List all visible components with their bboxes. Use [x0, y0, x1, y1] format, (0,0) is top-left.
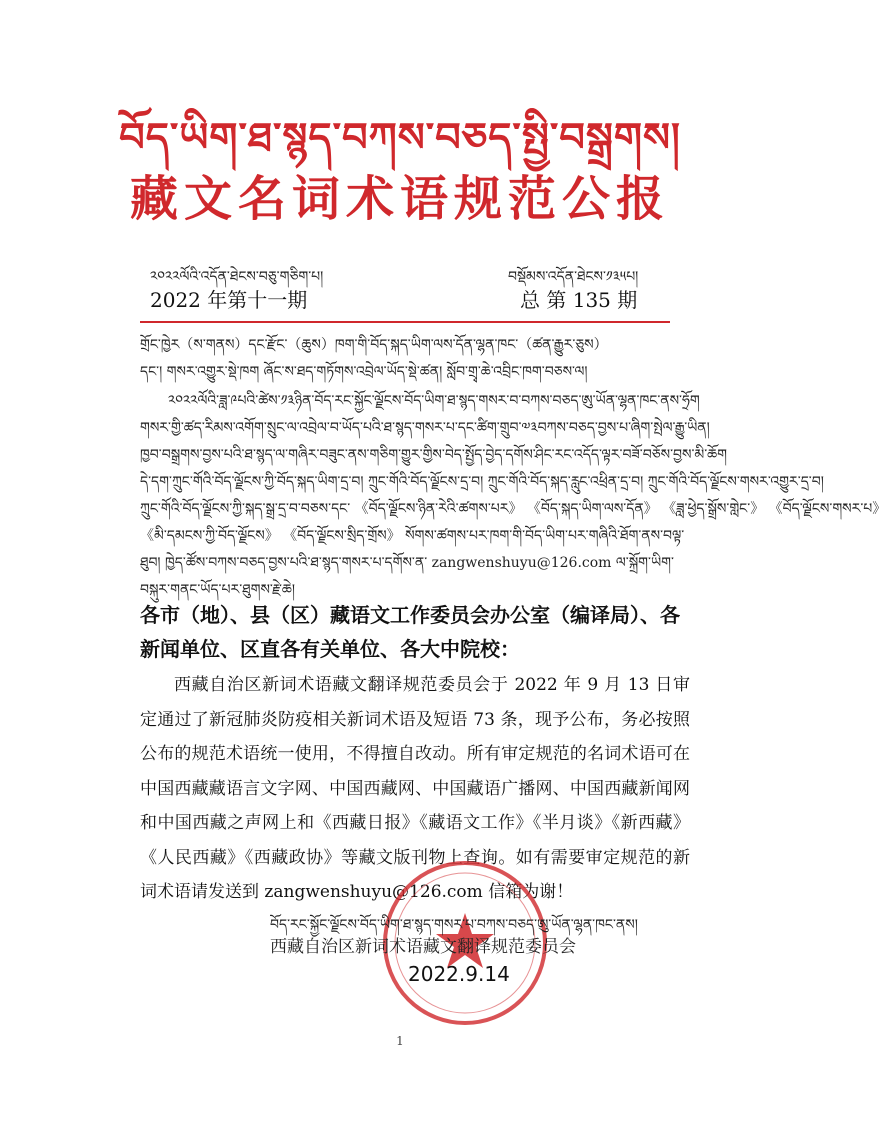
- chinese-body: 西藏自治区新词术语藏文翻译规范委员会于 2022 年 9 月 13 日审定通过了新冠肺炎防疫相关新词术语及短语 73 条，现予公布，务必按照公布的规范术语统一使用，不得擅自改动。所有审定规范的名词术语可在中国西藏藏语言文字网、中国西藏网、中国藏语广播网、中国西藏新闻网和中国西藏之声网上和《西藏日报》《藏语文工作》《半月谈》《新西藏》《人民西藏》《西藏政协》等藏文版刊物上查询。如有需要审定规范的新词术语请发送到 zangwenshuyu@126.com 信箱为谢！: [140, 675, 690, 902]
- tibetan-heading-line: དང་། གསར་འགྱུར་སྡེ་ཁག ཞོང་ས་ཐད་གཏོགས་འབྲེལ་ཡོད་སྡེ་ཚན། སློབ་གྲྭ་ཆེ་འབྲིང་ཁག་བཅས་ལ།: [140, 364, 588, 380]
- tibetan-body: [140, 388, 886, 598]
- issue-number-tibetan: ༢༠༢༢ལོའི་འདོན་ཐེངས་བཅུ་གཅིག་པ།: [150, 269, 324, 285]
- issue-number-chinese: 2022 年第十一期: [150, 288, 308, 312]
- page-number: 1: [396, 1034, 404, 1048]
- tibetan-heading-line: གྲོང་ཁྱེར（ས་གནས）དང་རྫོང་（ཆུས）ཁག་གི་བོད་སྐད་ཡིག་ལས་དོན་ལྷན་ཁང་（ཚན་རྒྱུར་ཅུས）: [140, 337, 608, 353]
- tibetan-body-line: ཁྱབ་བསྒྲགས་བྱས་པའི་ཐ་སྙད་ལ་གཞིར་བཟུང་ནས་གཅིག་གྱུར་གྱིས་བེད་སྤྱོད་བྱེད་དགོས་ཤིང་རང་འདོད་ལྟར་བཟོ་བཅོས་བྱས་མི་ཆོག: [140, 447, 727, 463]
- tibetan-salutation: [140, 332, 690, 386]
- issue-date: 2022.9.14: [408, 962, 510, 986]
- tibetan-body-line: དེ་དག་ཀྲུང་གོའི་བོད་ལྗོངས་ཀྱི་བོད་སྐད་ཡིག་དྲ་བ། ཀྲུང་གོའི་བོད་ལྗོངས་དྲ་བ། ཀྲུང་གོའི་བོད་སྐད་རླུང་འཕྲིན་དྲ་བ། ཀྲུང་གོའི་བོད་ལྗོངས་གསར་འགྱུར་དྲ་བ།: [140, 474, 824, 490]
- header-divider: [140, 321, 670, 323]
- tibetan-title: བོད་ཡིག་ཐ་སྙད་བཀས་བཅད་སྤྱི་བསྒྲགས།: [119, 114, 681, 161]
- total-issue-chinese: 总 第 135 期: [520, 288, 638, 312]
- tibetan-body-line: 《མི་དམངས་ཀྱི་བོད་ལྗོངས》 《བོད་ལྗོངས་སྲིད་གྲོས》 སོགས་ཚགས་པར་ཁག་གི་བོད་ཡིག་པར་གཞིའི་ཐོག་ནས་བལྟ་ཐུབ། ཁྱེད་ཚོས་བཀས་བཅད་བྱས་པའི་ཐ་སྙད་གསར་པ་དགོས་ན་ zangwenshuyu@126.com ལ་སྐྲོག་ཡིག་བསྐུར་གནང་ཡོད་པར་ཐུགས་རྗེ་ཆེ།: [140, 528, 685, 598]
- issuer-chinese: 西藏自治区新词术语藏文翻译规范委员会: [270, 937, 576, 957]
- tibetan-body-line: ༢༠༢༢ལོའི་ཟླ་༩པའི་ཚེས་༡༣ཉིན་བོད་རང་སྐྱོང་ལྗོངས་བོད་ཡིག་ཐ་སྙད་གསར་བ་བཀས་བཅད་ཨུ་ཡོན་ལྷན་ཁང་ནས་ཧྲོག: [168, 393, 700, 409]
- tibetan-body-line: ཀྲུང་གོའི་བོད་ལྗོངས་ཀྱི་སྐད་སྒྲ་དྲ་བ་བཅས་དང་ 《བོད་ལྗོངས་ཉིན་རེའི་ཚགས་པར》 《བོད་སྐད་ཡིག་ལས་དོན》 《ཟླ་ཕྱེད་སྒྲོས་གླེང་》 《བོད་ལྗོངས་གསར་པ》: [140, 501, 886, 517]
- tibetan-body-line: གསར་གྱི་ཚད་རིམས་འགོག་སྲུང་ལ་འབྲེལ་བ་ཡོད་པའི་ཐ་སྙད་གསར་པ་དང་ཚིག་གྲུབ་༧༣བཀས་བཅད་བྱས་པ་ཞིག་སྤེལ་རྒྱུ་ཡིན།: [140, 420, 710, 436]
- issuer-tibetan: བོད་རང་སྐྱོང་ལྗོངས་བོད་ཡིག་ཐ་སྙད་གསར་པ་བཀས་བཅད་ཨུ་ཡོན་ལྷན་ཁང་ནས།: [270, 917, 638, 933]
- total-issue-tibetan: བསྡོམས་འདོན་ཐེངས་༡༣༥པ།: [508, 269, 639, 285]
- chinese-salutation: 各市（地）、县（区）藏语文工作委员会办公室（编译局）、各新闻单位、区直各有关单位、各大中院校：: [140, 603, 680, 661]
- chinese-title: 藏文名词术语规范公报: [129, 171, 670, 227]
